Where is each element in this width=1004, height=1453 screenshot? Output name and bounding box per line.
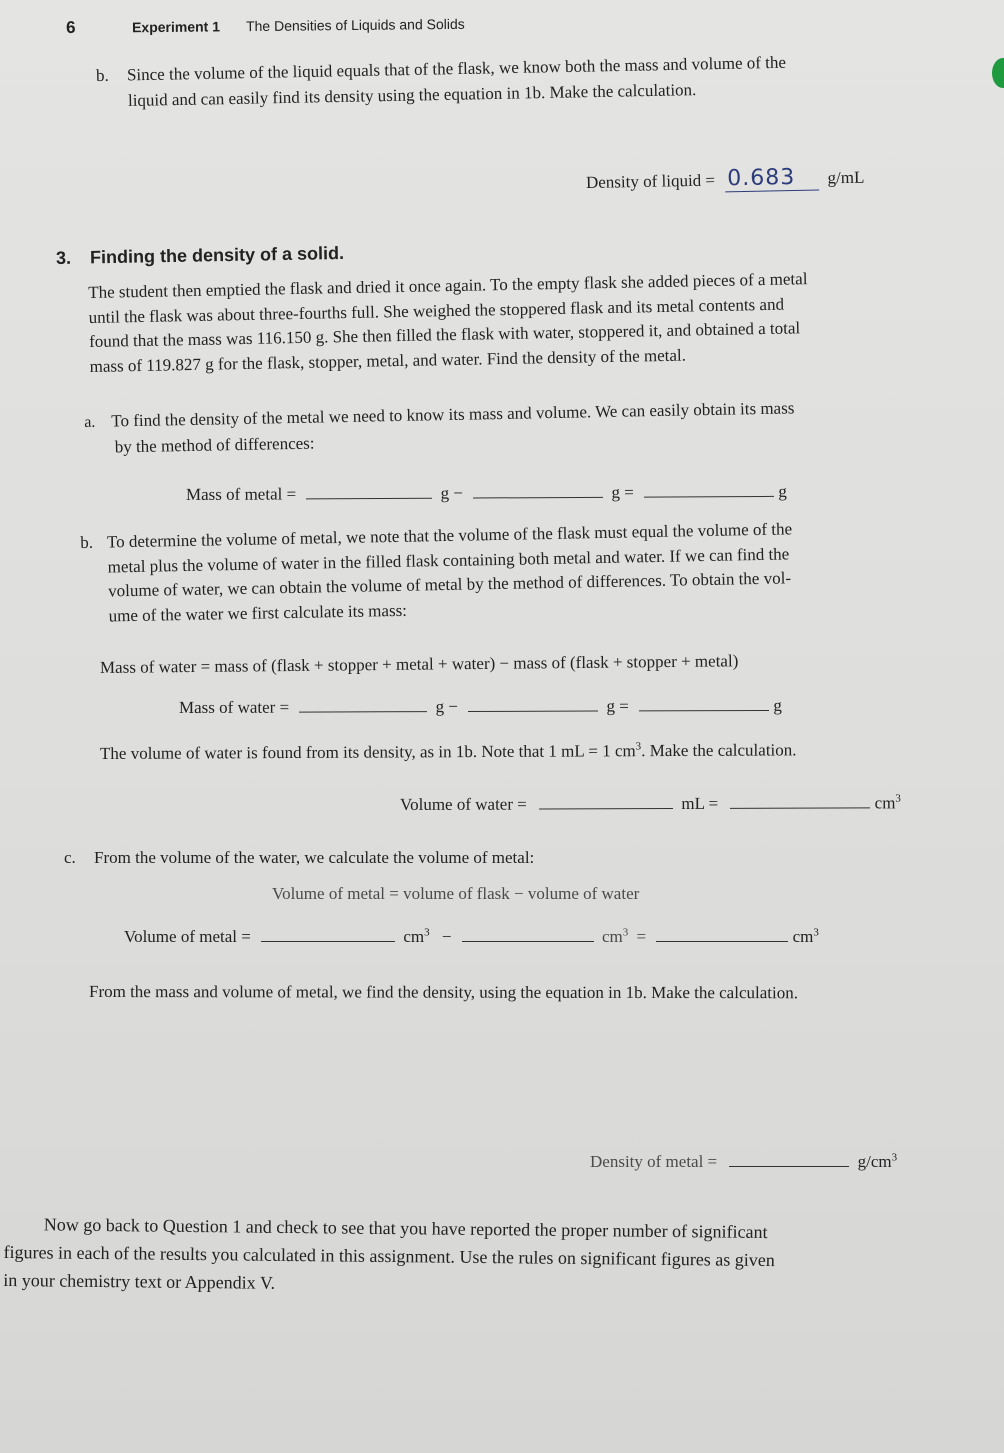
- unit-g-minus: g −: [440, 483, 464, 503]
- part-c-intro: [64, 846, 534, 870]
- part-c-letter: c.: [64, 848, 76, 867]
- footer-paragraph: [3, 1210, 964, 1304]
- volume-metal-row: [124, 925, 819, 949]
- part-a-paragraph: [84, 394, 935, 460]
- mass-metal-row: [186, 480, 787, 507]
- section-b-text1: Since the volume of the liquid equals that of the flask, we know both the mass and volume of the: [126, 52, 787, 85]
- part-a-letter: a.: [84, 413, 96, 431]
- unit-g: g: [773, 695, 782, 715]
- density-liquid-label: Density of liquid =: [585, 170, 716, 192]
- section3-line: mass of 119.827 g for the flask, stopper, metal, and water. Find the density of the metal.: [89, 345, 687, 376]
- volume-metal-label: Volume of metal =: [124, 927, 251, 946]
- mass-metal-blank-3[interactable]: [644, 480, 774, 498]
- mass-metal-label: Mass of metal =: [185, 484, 297, 504]
- mass-water-blank-3[interactable]: [639, 694, 769, 711]
- volume-water-row: [400, 791, 901, 817]
- part-a-line2: by the method of differences:: [114, 433, 315, 456]
- footer-line: figures in each of the results you calculated in this assignment. Use the rules on significant figures as given: [3, 1241, 775, 1271]
- density-liquid-answer[interactable]: 0.683: [725, 166, 819, 193]
- density-liquid-row: [586, 165, 865, 195]
- mass-water-row: [179, 694, 782, 720]
- volume-note: [100, 738, 797, 766]
- mass-water-blank-2[interactable]: [468, 695, 598, 712]
- page-number: 6: [65, 17, 76, 37]
- experiment-label: Experiment 1: [131, 18, 221, 36]
- volume-water-blank-cm3[interactable]: [730, 791, 870, 808]
- density-liquid-unit: g/mL: [827, 167, 865, 188]
- equals-sign: =: [636, 927, 647, 946]
- section3-number: 3.: [55, 247, 72, 268]
- volume-water-blank-ml[interactable]: [539, 792, 673, 809]
- section3-title: Finding the density of a solid.: [89, 242, 345, 268]
- superscript-3: 3: [622, 926, 629, 939]
- mass-metal-blank-1[interactable]: [306, 482, 432, 500]
- volume-metal-blank-3[interactable]: [656, 925, 788, 942]
- mass-water-blank-1[interactable]: [299, 695, 427, 712]
- section3-line: until the flask was about three-fourths full. She weighed the stoppered flask and its metal contents and: [88, 294, 785, 327]
- unit-g-minus: g −: [435, 697, 459, 717]
- density-metal-unit: g/cm: [857, 1152, 892, 1171]
- page-header: [66, 3, 924, 36]
- superscript-3: 3: [891, 1151, 898, 1164]
- density-metal-label: Density of metal =: [590, 1152, 718, 1171]
- experiment-title: The Densities of Liquids and Solids: [245, 15, 465, 35]
- density-metal-blank[interactable]: [729, 1150, 849, 1167]
- volume-note-text: The volume of water is found from its density, as in 1b. Note that 1 mL = 1 cm: [99, 741, 636, 763]
- superscript-3: 3: [813, 926, 819, 939]
- unit-cm: cm: [601, 927, 623, 946]
- superscript-3: 3: [895, 792, 901, 805]
- density-metal-note: From the mass and volume of metal, we find the density, using the equation in 1b. Make the calculation.: [88, 982, 798, 1003]
- part-b-line: To determine the volume of metal, we note that the volume of the flask must equal the volume of the: [106, 519, 793, 552]
- section3-heading: [56, 243, 344, 269]
- density-metal-row: [590, 1150, 897, 1174]
- section3-line: found that the mass was 116.150 g. She then filled the flask with water, stoppered it, and obtained a total: [88, 318, 801, 351]
- part-c-line1: From the volume of the water, we calculate the volume of metal:: [94, 848, 535, 867]
- footer-line: Now go back to Question 1 and check to see that you have reported the proper number of significant: [43, 1214, 768, 1242]
- volume-metal-blank-1[interactable]: [261, 925, 395, 942]
- part-b-line: metal plus the volume of water in the filled flask containing both metal and water. If we can find the: [107, 543, 790, 576]
- unit-g-equals: g =: [606, 696, 629, 716]
- mass-metal-blank-2[interactable]: [473, 481, 603, 499]
- minus-sign: −: [441, 927, 452, 946]
- section-b-text2: liquid and can easily find its density using the equation in 1b. Make the calculation.: [127, 80, 697, 110]
- unit-g: g: [778, 481, 787, 501]
- superscript-3: 3: [424, 926, 430, 939]
- footer-line: in your chemistry text or Appendix V.: [3, 1269, 276, 1293]
- section3-line: The student then emptied the flask and dried it once again. To the empty flask she added pieces of a metal: [88, 269, 808, 302]
- section3-paragraph: [88, 265, 930, 379]
- volume-note-end: . Make the calculation.: [641, 740, 797, 761]
- unit-ml-equals: mL =: [681, 793, 719, 814]
- part-a-line1: To find the density of the metal we need to know its mass and volume. We can easily obtain its mass: [111, 398, 795, 431]
- part-b-paragraph: [80, 514, 942, 628]
- green-tab-marker: [992, 58, 1004, 88]
- volume-metal-blank-2[interactable]: [462, 925, 594, 942]
- unit-g-equals: g =: [611, 482, 634, 502]
- part-b-line: volume of water, we can obtain the volume of metal by the method of differences. To obtain the vol-: [107, 568, 792, 601]
- volume-water-label: Volume of water =: [399, 794, 527, 814]
- mass-water-label: Mass of water =: [178, 697, 290, 717]
- volume-metal-equation: Volume of metal = volume of flask − volume of water: [272, 884, 640, 903]
- unit-cm: cm: [792, 927, 814, 946]
- mass-water-equation: Mass of water = mass of (flask + stopper + metal + water) − mass of (flask + stopper + metal): [99, 651, 739, 677]
- section-b-letter: b.: [95, 65, 109, 85]
- superscript-3: 3: [635, 740, 642, 753]
- part-b-line: ume of the water we first calculate its mass:: [108, 600, 408, 625]
- part-b-letter: b.: [80, 532, 94, 552]
- unit-cm: cm: [874, 793, 896, 813]
- unit-cm: cm: [403, 927, 425, 946]
